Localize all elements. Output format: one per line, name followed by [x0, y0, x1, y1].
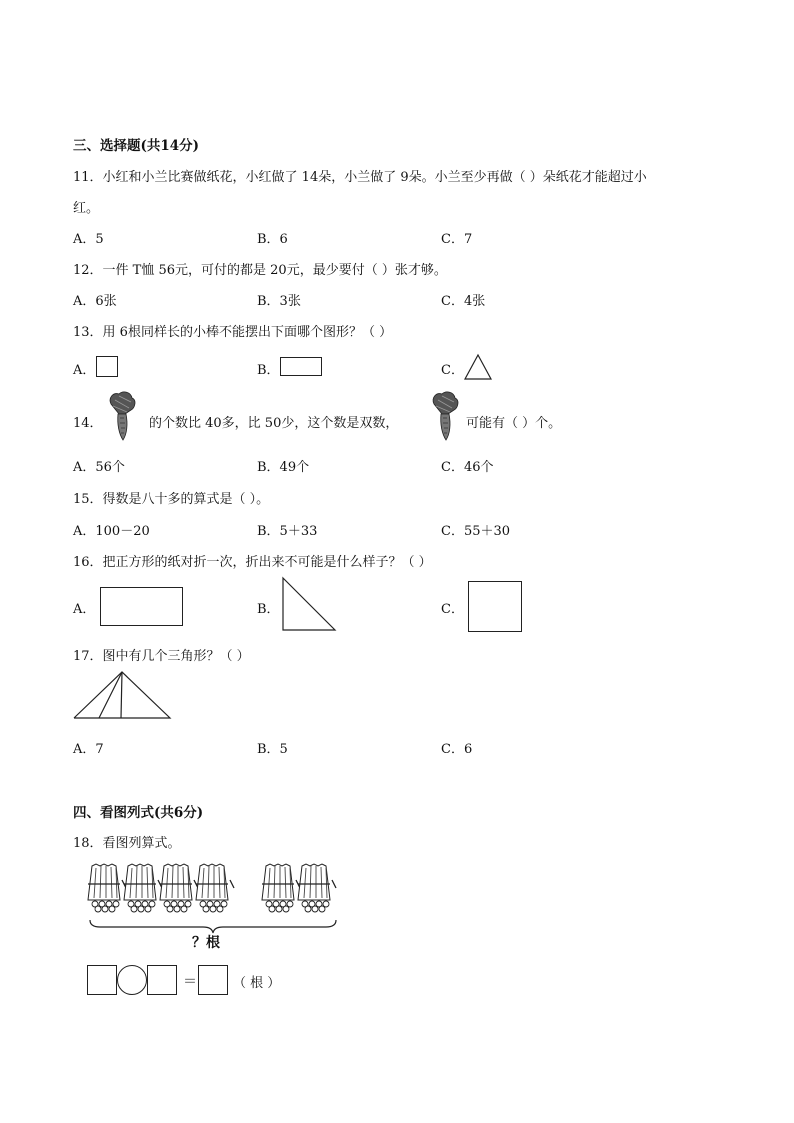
question-14-number: 14．	[73, 416, 103, 431]
q16-right-triangle-shape	[282, 577, 338, 633]
unit-label: （ 根 ）	[233, 976, 281, 991]
question-13: 13．用 6根同样长的小棒不能摆出下面哪个图形？（ ）	[73, 325, 393, 340]
q16-option-a: A．	[73, 602, 96, 617]
question-12: 12．一件 T恤 56元，可付的都是 20元，最少要付（ ）张才够。	[73, 263, 447, 278]
question-15: 15．得数是八十多的算式是（ ）。	[73, 492, 270, 507]
q13-option-b: B．	[257, 363, 280, 378]
q11-option-c: C．7	[441, 232, 473, 247]
q16-option-b: B．	[257, 602, 280, 617]
q14-option-a: A．56个	[73, 460, 125, 475]
section-3-title: 三、选择题(共14分)	[73, 138, 200, 154]
answer-box-1[interactable]	[87, 965, 117, 995]
question-11-line2: 红。	[73, 201, 100, 216]
corn-icon	[105, 390, 139, 442]
question-14-middle-text: 的个数比 40多，比 50少，这个数是双数，	[149, 416, 399, 431]
q17-option-c: C．6	[441, 742, 473, 757]
section-4-title: 四、看图列式(共6分)	[73, 805, 204, 821]
q12-option-c: C．4张	[441, 294, 486, 309]
q11-option-b: B．6	[257, 232, 288, 247]
q13-option-c: C．	[441, 363, 464, 378]
q13-rectangle-shape	[280, 357, 322, 376]
question-17: 17．图中有几个三角形？（ ）	[73, 649, 250, 664]
question-14-end-text: 可能有（ ）个。	[466, 416, 562, 431]
corn-icon	[428, 390, 462, 442]
question-18: 18．看图列算式。	[73, 836, 181, 851]
q15-option-a: A．100－20	[73, 524, 150, 539]
answer-box-2[interactable]	[147, 965, 177, 995]
operator-circle[interactable]	[117, 965, 147, 995]
q16-option-c: C．	[441, 602, 464, 617]
question-16: 16．把正方形的纸对折一次，折出来不可能是什么样子？（ ）	[73, 555, 432, 570]
question-11-line1: 11．小红和小兰比赛做纸花，小红做了 14朵，小兰做了 9朵。小兰至少再做（ ）朵纸花才能超过小	[73, 170, 647, 185]
equals-sign: ＝	[183, 974, 197, 990]
q13-option-a: A．	[73, 363, 96, 378]
stick-bundles-figure	[84, 858, 344, 920]
brace-label: ？根	[192, 935, 220, 951]
q12-option-b: B．3张	[257, 294, 301, 309]
q12-option-a: A．6张	[73, 294, 117, 309]
q14-option-b: B．49个	[257, 460, 310, 475]
answer-box-result[interactable]	[198, 965, 228, 995]
q16-square-shape	[468, 581, 522, 632]
q13-triangle-shape	[463, 353, 493, 381]
q17-triangle-figure	[72, 669, 172, 721]
q13-small-square-shape	[96, 356, 118, 377]
q15-option-b: B．5＋33	[257, 524, 318, 539]
q11-option-a: A．5	[73, 232, 104, 247]
q17-option-b: B．5	[257, 742, 288, 757]
q14-option-c: C．46个	[441, 460, 494, 475]
q17-option-a: A．7	[73, 742, 104, 757]
q15-option-c: C．55＋30	[441, 524, 511, 539]
q16-rectangle-shape	[100, 587, 183, 626]
